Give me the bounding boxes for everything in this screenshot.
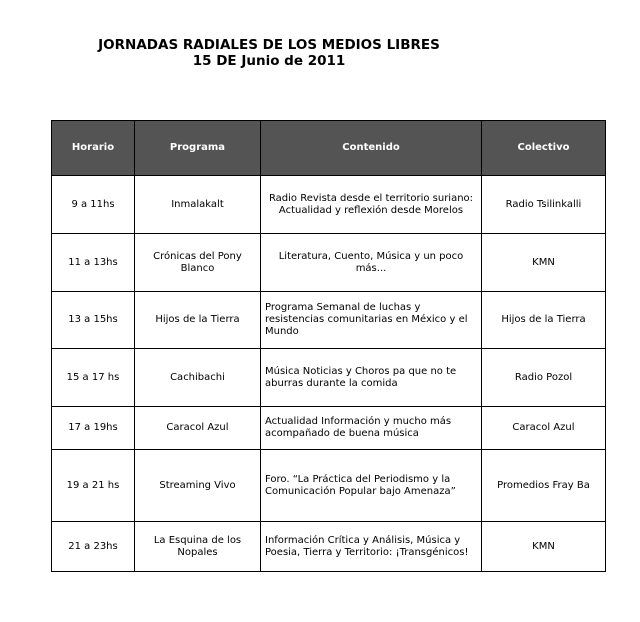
- cell-horario: 17 a 19hs: [52, 407, 135, 450]
- cell-colectivo: Promedios Fray Ba: [482, 450, 606, 522]
- cell-contenido: Foro. “La Práctica del Periodismo y la Comunicación Popular bajo Amenaza”: [261, 450, 482, 522]
- cell-colectivo: Caracol Azul: [482, 407, 606, 450]
- cell-colectivo: Radio Pozol: [482, 349, 606, 407]
- table-row: [52, 450, 606, 522]
- header-horario: Horario: [52, 121, 135, 176]
- table-row: [52, 522, 606, 572]
- table-row: [52, 349, 606, 407]
- table-header-row: [52, 121, 606, 176]
- cell-horario: 15 a 17 hs: [52, 349, 135, 407]
- cell-horario: 13 a 15hs: [52, 292, 135, 349]
- cell-contenido: Literatura, Cuento, Música y un poco más...: [261, 234, 482, 292]
- document-title: [0, 37, 538, 69]
- cell-contenido: Radio Revista desde el territorio suriano: Actualidad y reflexión desde Morelos: [261, 176, 482, 234]
- cell-contenido: Actualidad Información y mucho más acompañado de buena música: [261, 407, 482, 450]
- cell-horario: 9 a 11hs: [52, 176, 135, 234]
- cell-programa: Hijos de la Tierra: [135, 292, 261, 349]
- header-colectivo: Colectivo: [482, 121, 606, 176]
- table-row: [52, 176, 606, 234]
- title-line-1: JORNADAS RADIALES DE LOS MEDIOS LIBRES: [98, 37, 440, 53]
- cell-contenido: Programa Semanal de luchas y resistencias comunitarias en México y el Mundo: [261, 292, 482, 349]
- cell-programa: Caracol Azul: [135, 407, 261, 450]
- table-row: [52, 407, 606, 450]
- header-contenido: Contenido: [261, 121, 482, 176]
- schedule-table: [51, 120, 606, 572]
- table-row: [52, 292, 606, 349]
- header-programa: Programa: [135, 121, 261, 176]
- cell-colectivo: KMN: [482, 234, 606, 292]
- cell-colectivo: Hijos de la Tierra: [482, 292, 606, 349]
- cell-programa: Cachibachi: [135, 349, 261, 407]
- cell-contenido: Información Crítica y Análisis, Música y Poesia, Tierra y Territorio: ¡Transgénicos!: [261, 522, 482, 572]
- cell-horario: 11 a 13hs: [52, 234, 135, 292]
- cell-horario: 21 a 23hs: [52, 522, 135, 572]
- cell-programa: La Esquina de los Nopales: [135, 522, 261, 572]
- cell-programa: Streaming Vivo: [135, 450, 261, 522]
- cell-horario: 19 a 21 hs: [52, 450, 135, 522]
- table-row: [52, 234, 606, 292]
- cell-programa: Inmalakalt: [135, 176, 261, 234]
- cell-contenido: Música Noticias y Choros pa que no te aburras durante la comida: [261, 349, 482, 407]
- cell-programa: Crónicas del Pony Blanco: [135, 234, 261, 292]
- cell-colectivo: KMN: [482, 522, 606, 572]
- cell-colectivo: Radio Tsilinkalli: [482, 176, 606, 234]
- title-line-2: 15 DE Junio de 2011: [192, 53, 346, 69]
